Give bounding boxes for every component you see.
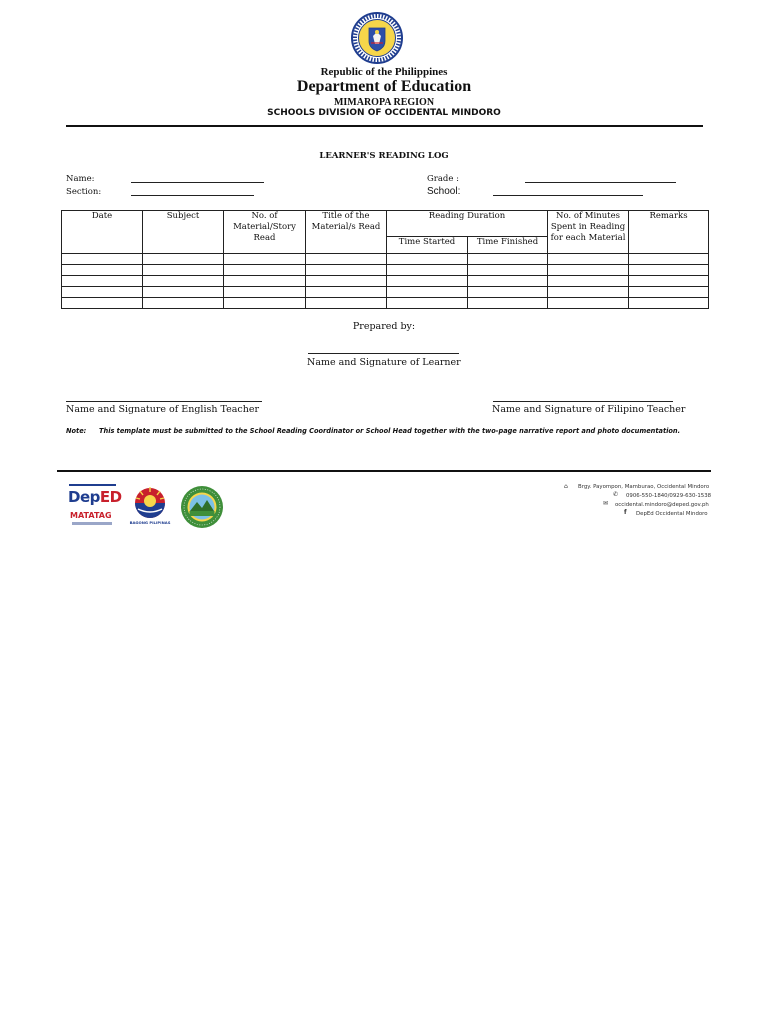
deped-logo-text-dep: Dep [68, 488, 100, 506]
table-row [62, 276, 709, 287]
table-cell[interactable] [224, 287, 306, 298]
table-cell[interactable] [143, 254, 224, 265]
table-cell[interactable] [387, 276, 468, 287]
school-label: School: [427, 186, 461, 197]
grade-field[interactable] [525, 182, 676, 183]
table-cell[interactable] [468, 276, 548, 287]
table-cell[interactable] [224, 298, 306, 309]
table-cell[interactable] [62, 254, 143, 265]
table-cell[interactable] [143, 287, 224, 298]
facebook-icon: f [624, 509, 627, 516]
table-cell[interactable] [143, 276, 224, 287]
region-heading: MIMAROPA REGION [333, 97, 435, 108]
table-cell[interactable] [62, 298, 143, 309]
header-reading-duration: Reading Duration [387, 211, 548, 237]
email-icon: ✉ [603, 500, 609, 507]
division-seal-logo [179, 485, 225, 529]
school-field[interactable] [493, 195, 643, 196]
submission-note [66, 427, 680, 435]
table-cell[interactable] [468, 254, 548, 265]
table-cell[interactable] [387, 265, 468, 276]
table-cell[interactable] [224, 265, 306, 276]
header-number-of-material: No. of Material/Story Read [224, 211, 306, 254]
header-date: Date [62, 211, 143, 254]
email-text[interactable]: occidental.mindoro@deped.gov.ph [615, 502, 709, 508]
table-cell[interactable] [629, 276, 709, 287]
table-cell[interactable] [629, 287, 709, 298]
table-cell[interactable] [629, 265, 709, 276]
deped-logo-text-ed: ED [99, 488, 122, 506]
location-icon: ⌂ [564, 483, 568, 490]
deped-logo-rule [69, 484, 116, 486]
header-time-finished: Time Finished [468, 237, 548, 254]
header-time-started: Time Started [387, 237, 468, 254]
header-title-of-material: Title of the Material/s Read [306, 211, 387, 254]
table-cell[interactable] [548, 265, 629, 276]
english-teacher-signature-label: Name and Signature of English Teacher [66, 404, 260, 415]
matatag-logo-text: MATATAG [70, 511, 112, 520]
facebook-text[interactable]: DepEd Occidental Mindoro [636, 511, 708, 517]
table-cell[interactable] [548, 254, 629, 265]
english-teacher-signature-line[interactable] [66, 401, 262, 402]
header-minutes-spent: No. of Minutes Spent in Reading for each Material [548, 211, 629, 254]
table-cell[interactable] [306, 254, 387, 265]
table-cell[interactable] [306, 265, 387, 276]
table-cell[interactable] [306, 276, 387, 287]
form-title: LEARNER'S READING LOG [319, 151, 449, 161]
table-cell[interactable] [143, 298, 224, 309]
header-divider [66, 125, 703, 127]
section-field[interactable] [131, 195, 254, 196]
footer-divider [57, 470, 711, 472]
learner-signature-line[interactable] [308, 353, 459, 354]
prepared-by-label: Prepared by: [352, 321, 416, 332]
table-row [62, 287, 709, 298]
table-cell[interactable] [468, 265, 548, 276]
republic-heading: Republic of the Philippines [320, 66, 448, 78]
bagong-pilipinas-logo [128, 484, 172, 528]
table-cell[interactable] [468, 298, 548, 309]
table-cell[interactable] [306, 287, 387, 298]
table-cell[interactable] [224, 254, 306, 265]
department-heading: Department of Education [296, 78, 472, 95]
header-remarks: Remarks [629, 211, 709, 254]
name-label: Name: [66, 174, 95, 184]
matatag-tagline-bar [72, 522, 112, 525]
table-cell[interactable] [629, 254, 709, 265]
name-field[interactable] [131, 182, 264, 183]
table-cell[interactable] [62, 265, 143, 276]
reading-log-table [61, 210, 709, 309]
grade-label: Grade : [427, 174, 459, 184]
table-row [62, 254, 709, 265]
filipino-teacher-signature-label: Name and Signature of Filipino Teacher [492, 404, 686, 415]
table-row [62, 298, 709, 309]
table-cell[interactable] [387, 287, 468, 298]
filipino-teacher-signature-line[interactable] [493, 401, 673, 402]
deped-logo-text [68, 488, 122, 506]
section-label: Section: [66, 187, 102, 197]
deped-seal-logo [351, 12, 403, 64]
address-text: Brgy. Payompon, Mamburao, Occidental Mindoro [578, 484, 710, 490]
learner-signature-label: Name and Signature of Learner [307, 357, 461, 368]
contact-info [540, 481, 712, 521]
table-cell[interactable] [387, 254, 468, 265]
table-cell[interactable] [387, 298, 468, 309]
phone-icon: ✆ [613, 491, 619, 498]
table-cell[interactable] [224, 276, 306, 287]
note-label: Note: [66, 427, 87, 435]
table-cell[interactable] [548, 298, 629, 309]
division-heading: SCHOOLS DIVISION OF OCCIDENTAL MINDORO [267, 108, 501, 118]
bagong-pilipinas-emblem-icon [128, 484, 172, 520]
table-cell[interactable] [629, 298, 709, 309]
table-cell[interactable] [548, 276, 629, 287]
header-subject: Subject [143, 211, 224, 254]
table-cell[interactable] [62, 276, 143, 287]
table-cell[interactable] [306, 298, 387, 309]
table-cell[interactable] [62, 287, 143, 298]
deped-matatag-logo [68, 484, 122, 528]
table-row [62, 265, 709, 276]
phone-text: 0906-550-1840/0929-630-1538 [626, 493, 712, 499]
table-cell[interactable] [548, 287, 629, 298]
table-cell[interactable] [143, 265, 224, 276]
table-cell[interactable] [468, 287, 548, 298]
bagong-pilipinas-text: BAGONG PILIPINAS [129, 520, 171, 525]
note-text: This template must be submitted to the School Reading Coordinator or School Head together with the two-page narrative report and photo documentation. [99, 427, 681, 435]
